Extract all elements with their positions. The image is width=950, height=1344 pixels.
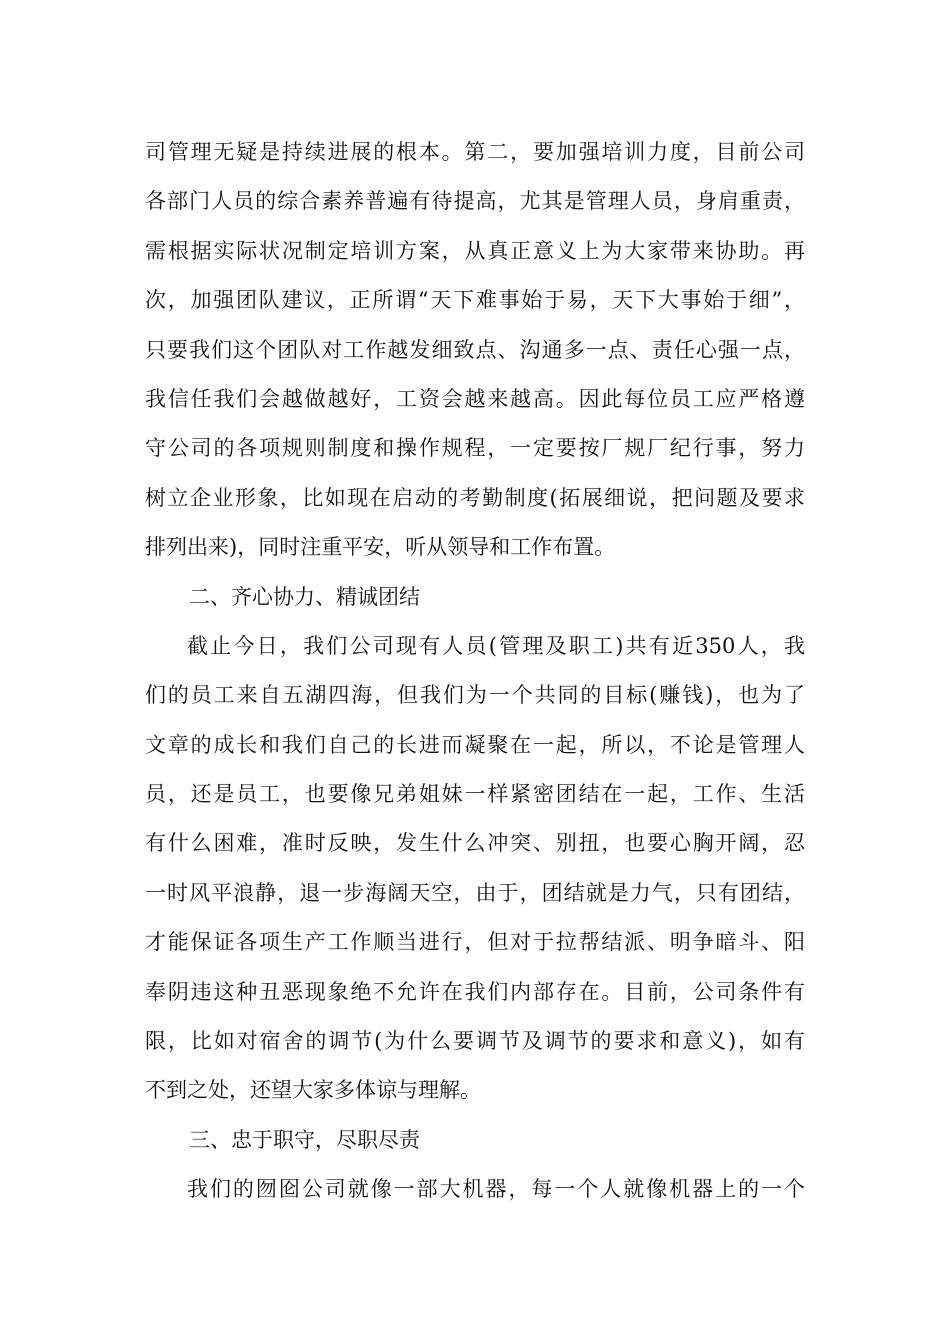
- text-line: 一时风平浪静，退一步海阔天空，由于，团结就是力气，只有团结，: [145, 880, 805, 905]
- text-line: 奉阴违这种丑恶现象绝不允许在我们内部存在。目前，公司条件有: [145, 979, 805, 1004]
- text-line: 司管理无疑是持续进展的根本。第二，要加强培训力度，目前公司: [145, 140, 805, 164]
- text-line: 排列出来)，同时注重平安，听从领导和工作布置。: [145, 535, 616, 560]
- body-text: [145, 128, 805, 1215]
- text-line: 文章的成长和我们自己的长进而凝聚在一起，所以，不论是管理人: [145, 732, 805, 757]
- text-line: 我们的囫囵公司就像一部大机器，每一个人就像机器上的一个: [187, 1177, 805, 1202]
- text-line: 需根据实际状况制定培训方案，从真正意义上为大家带来协助。再: [145, 238, 805, 263]
- text-line: 员，还是员工，也要像兄弟姐妹一样紧密团结在一起，工作、生活: [145, 782, 805, 807]
- text-line: 次，加强团队建议，正所谓“天下难事始于易，天下大事始于细”，: [145, 288, 805, 313]
- text-line: 们的员工来自五湖四海，但我们为一个共同的目标(赚钱)，也为了: [145, 683, 805, 708]
- text-line: 我信任我们会越做越好，工资会越来越高。因此每位员工应严格遵: [145, 386, 805, 411]
- text-line: 才能保证各项生产工作顺当进行，但对于拉帮结派、明争暗斗、阳: [145, 930, 805, 955]
- text-line: 各部门人员的综合素养普遍有待提高，尤其是管理人员，身肩重责，: [145, 189, 805, 214]
- text-line: 守公司的各项规则制度和操作规程，一定要按厂规厂纪行事，努力: [145, 436, 805, 461]
- section-heading: 三、忠于职守，尽职尽责: [189, 1127, 420, 1152]
- text-line: 有什么困难，准时反映，发生什么冲突、别扭，也要心胸开阔，忍: [145, 831, 805, 856]
- text-line: 不到之处，还望大家多体谅与理解。: [145, 1078, 481, 1103]
- text-line: 树立企业形象，比如现在启动的考勤制度(拓展细说，把问题及要求: [145, 485, 805, 510]
- text-line: 截止今日，我们公司现有人员(管理及职工)共有近350人，我: [187, 633, 805, 658]
- text-line: 只要我们这个团队对工作越发细致点、沟通多一点、责任心强一点，: [145, 337, 805, 362]
- text-line: 限，比如对宿舍的调节(为什么要调节及调节的要求和意义)，如有: [145, 1029, 805, 1054]
- section-heading: 二、齐心协力、精诚团结: [189, 584, 420, 609]
